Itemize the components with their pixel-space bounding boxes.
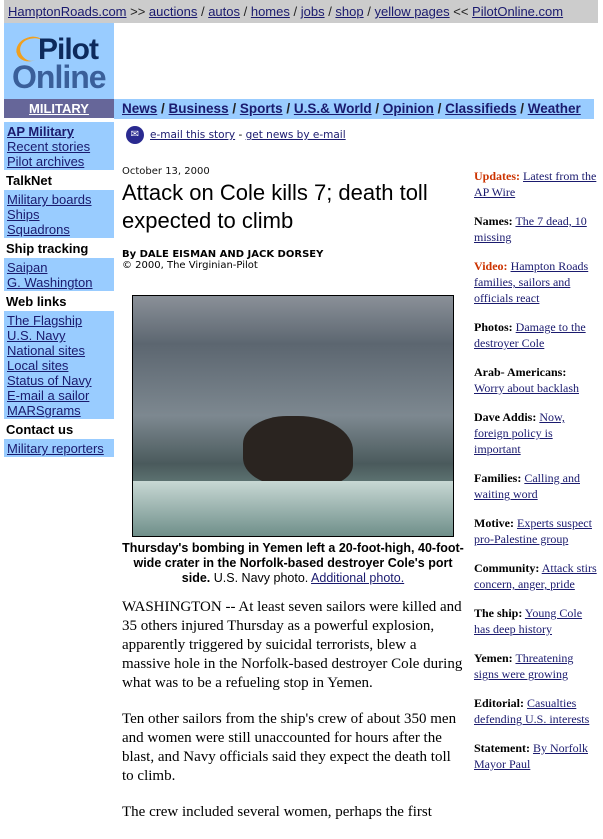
related-item [474,650,598,682]
sidebar-link[interactable]: MARSgrams [7,403,81,418]
sidebar-heading: TalkNet [6,173,52,188]
email-story-link[interactable]: e-mail this story [150,129,236,141]
sidebar-link[interactable]: Saipan [7,260,48,275]
related-links [474,168,598,785]
sidebar-link[interactable]: Status of Navy [7,373,92,388]
sidebar-link[interactable]: Military boards [7,192,92,207]
related-link[interactable]: Hampton Roads families, sailors and officials react [474,259,589,305]
nav-link[interactable]: Weather [527,101,581,116]
separator: / [516,101,528,116]
nav-link[interactable]: Business [168,101,229,116]
top-link[interactable]: auctions [148,4,198,19]
separator: / [363,4,375,19]
separator: >> [126,4,149,19]
main-nav [114,99,594,119]
related-link[interactable]: Young Cole has deep history [474,606,583,636]
sidebar-link[interactable]: AP Military [7,124,74,139]
nav-link[interactable]: Opinion [382,101,434,116]
sidebar-group [4,311,114,419]
related-label: The ship: [474,606,523,620]
article-paragraph: WASHINGTON -- At least seven sailors were killed and 35 others injured Thursday as a powerful explosion, apparently triggered by suicidal terrorists, blew a massive hole in the Norfolk-based destroyer Cole during what was to be a refueling stop in Yemen. [122,599,463,691]
related-link[interactable]: The 7 dead, 10 missing [474,214,587,244]
related-item [474,213,598,245]
related-label: Names: [474,214,513,228]
photo-credit: U.S. Navy photo. [210,571,312,585]
caption-text: Thursday's bombing in Yemen left a 20-foot-high, 40-foot-wide crater in the Norfolk-based destroyer Cole's port side. [122,541,464,585]
email-tools [126,126,464,144]
nav-link[interactable]: U.S.& World [293,101,372,116]
sidebar-group [4,439,114,457]
sidebar-link[interactable]: Local sites [7,358,69,373]
sidebar-link[interactable]: National sites [7,343,86,358]
related-item [474,695,598,727]
separator: - [235,129,246,141]
related-label: Community: [474,561,540,575]
sidebar-link[interactable]: G. Washington [7,275,93,290]
related-label: Editorial: [474,696,524,710]
separator: / [289,4,301,19]
pilot-online-logo[interactable] [4,23,114,99]
article-body [122,598,464,822]
logo-text: Online [12,59,106,95]
section-label [4,99,114,118]
article-date: October 13, 2000 [122,166,210,177]
separator: / [371,101,383,116]
article [122,126,464,839]
top-link[interactable]: shop [335,4,364,19]
sidebar-link[interactable]: Recent stories [7,139,91,154]
sidebar-link[interactable]: Military reporters [7,441,104,456]
article-paragraph: Ten other sailors from the ship's crew of about 350 men and women were still unaccounted for hours after the blast, and Navy officials said they expect the death toll to climb. [122,711,457,784]
separator: / [282,101,294,116]
envelope-icon: ✉ [126,126,144,144]
sidebar-link[interactable]: The Flagship [7,313,83,328]
top-link[interactable]: yellow pages [374,4,450,19]
photo-caption [122,541,464,586]
separator: / [324,4,336,19]
related-link[interactable]: Worry about backlash [474,381,579,395]
sidebar [4,122,114,457]
related-label: Families: [474,471,522,485]
related-item [474,605,598,637]
related-item [474,560,598,592]
get-news-link[interactable]: get news by e-mail [245,129,346,141]
separator: / [240,4,251,19]
related-item [474,364,598,396]
related-label: Dave Addis: [474,410,537,424]
related-item [474,319,598,351]
additional-photo-link[interactable]: Additional photo. [311,571,405,585]
related-label: Photos: [474,320,513,334]
related-link[interactable]: Calling and waiting word [474,471,580,501]
related-label: Statement: [474,741,530,755]
separator: / [197,4,209,19]
separator: / [228,101,240,116]
related-item [474,258,598,306]
nav-link[interactable]: News [122,101,158,116]
sidebar-group [4,122,114,170]
related-link[interactable]: By Norfolk Mayor Paul [474,741,588,771]
related-link[interactable]: Attack stirs concern, anger, pride [474,561,597,591]
separator: / [433,101,446,116]
sidebar-link[interactable]: U.S. Navy [7,328,66,343]
nav-link[interactable]: Classifieds [445,101,517,116]
top-link[interactable]: homes [250,4,290,19]
sidebar-group [4,258,114,291]
related-link[interactable]: Damage to the destroyer Cole [474,320,586,350]
related-label: Arab- Americans: [474,365,567,379]
copyright: © 2000, The Virginian-Pilot [122,260,258,271]
logo-text: Pilot [38,33,98,66]
related-label: Updates: [474,169,521,183]
top-links-bar [4,0,598,23]
uss-cole-damage-photo [132,295,454,537]
top-link[interactable]: jobs [300,4,325,19]
related-label: Yemen: [474,651,513,665]
article-paragraph: The crew included several women, perhaps the first [122,804,432,820]
hamptonroads-link[interactable]: HamptonRoads.com [8,4,127,19]
top-link[interactable]: autos [208,4,240,19]
nav-link[interactable]: Sports [239,101,283,116]
separator: << [449,4,473,19]
headline: Attack on Cole kills 7; death toll expected to climb [122,180,428,233]
sidebar-link[interactable]: Ships [7,207,40,222]
related-link[interactable]: Now, foreign policy is important [474,410,565,456]
pilotonline-link[interactable]: PilotOnline.com [472,4,564,19]
related-item [474,470,598,502]
related-link[interactable]: Threatening signs were growing [474,651,574,681]
related-item [474,409,598,457]
byline: By DALE EISMAN AND JACK DORSEY [122,249,324,260]
related-link[interactable]: Latest from the AP Wire [474,169,597,199]
sidebar-heading: Contact us [6,422,74,437]
related-link[interactable]: Casualties defending U.S. interests [474,696,590,726]
separator: / [157,101,169,116]
related-label: Motive: [474,516,514,530]
related-item [474,515,598,547]
sidebar-link[interactable]: Squadrons [7,222,70,237]
sidebar-link[interactable]: E-mail a sailor [7,388,90,403]
related-label: Video: [474,259,508,273]
military-section-link[interactable]: MILITARY [29,101,89,116]
sidebar-heading: Ship tracking [6,241,89,256]
related-item [474,740,598,772]
sidebar-group [4,190,114,238]
sidebar-heading: Web links [6,294,67,309]
related-item [474,168,598,200]
sidebar-link[interactable]: Pilot archives [7,154,85,169]
related-link[interactable]: Experts suspect pro-Palestine group [474,516,592,546]
